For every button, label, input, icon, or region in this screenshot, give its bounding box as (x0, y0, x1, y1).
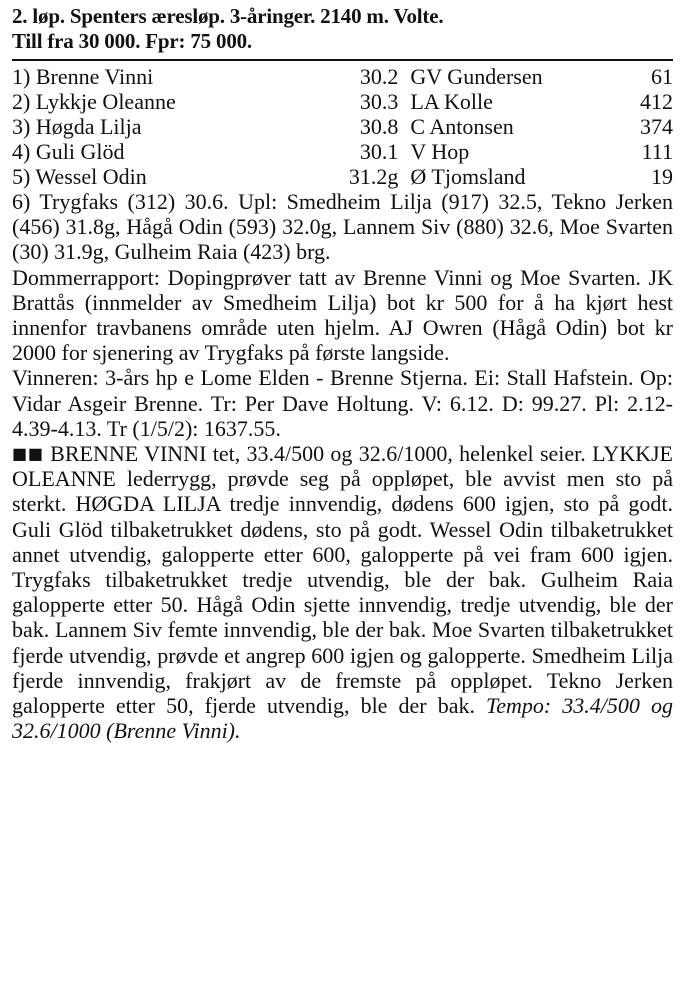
race-title: 2. løp. Spenters æresløp. 3-åringer. 2140 m. Volte. (12, 4, 444, 28)
start-number: 412 (640, 89, 673, 114)
km-time: 31.2g (348, 164, 399, 189)
result-row (12, 89, 673, 114)
race-report-marker: ■■ (12, 444, 44, 464)
horse-name: 1) Brenne Vinni (12, 64, 154, 89)
header-divider (12, 59, 673, 61)
start-number: 61 (651, 64, 673, 89)
judges-report-paragraph: Dommerrapport: Dopingprøver tatt av Brenne Vinni og Moe Svarten. JK Brattås (innmelder av Smedheim Lilja) bot kr 500 for å ha kjørt hest innenfor travbanens område uten hjelm. AJ Owren (Hågå Odin) bot kr 2000 for sjenering av Trygfaks på første langside. (12, 264, 673, 366)
race-report-text: BRENNE VINNI tet, 33.4/500 og 32.6/1000, helenkel seier. LYKKJE OLEANNE lederrygg, prøvde seg på oppløpet, ble avvist men sto på sterkt. HØGDA LILJA tredje innvendig, dødens 600 igjen, sto på godt. Guli Glöd tilbaketrukket dødens, sto på godt. Wessel Odin tilbaketrukket annet utvendig, galopperte etter 600, galopperte på vei fram 600 igjen. Trygfaks tilbaketrukket tredje utvendig, ble der bak. Gulheim Raia galopperte etter 50. Hågå Odin sjette innvendig, tredje utvendig, ble der bak. Lannem Siv femte innvendig, ble der bak. Moe Svarten tilbaketrukket fjerde utvendig, prøvde et angrep 600 igjen og galopperte. Smedheim Lilja fjerde innvendig, frakjørt av de fremste på oppløpet. Tekno Jerken galopperte etter 50, fjerde utvendig, ble der bak. (12, 441, 673, 719)
driver-name: C Antonsen (410, 114, 514, 139)
race-report-paragraph (12, 441, 673, 743)
km-time: 30.1 (359, 139, 399, 164)
horse-name: 2) Lykkje Oleanne (12, 89, 176, 114)
results-table (12, 64, 673, 189)
driver-name: LA Kolle (410, 89, 493, 114)
start-number: 111 (641, 139, 673, 164)
driver-name: GV Gundersen (410, 64, 543, 89)
race-header (12, 4, 673, 54)
tempo-text: Tempo: 33.4/500 og 32.6/1000 (Brenne Vinni). (12, 693, 673, 744)
driver-name: Ø Tjomsland (410, 164, 526, 189)
horse-name: 3) Høgda Lilja (12, 114, 142, 139)
result-row (12, 64, 673, 89)
horse-name: 4) Guli Glöd (12, 139, 125, 164)
km-time: 30.3 (359, 89, 399, 114)
winner-info-paragraph: Vinneren: 3-års hp e Lome Elden - Brenne Stjerna. Ei: Stall Hafstein. Op: Vidar Asgeir Brenne. Tr: Per Dave Holtung. V: 6.12. D: 99.27. Pl: 2.12-4.39-4.13. Tr (1/5/2): 1637.55. (12, 365, 673, 441)
result-row (12, 164, 673, 189)
result-row (12, 139, 673, 164)
driver-name: V Hop (410, 139, 470, 164)
start-number: 374 (640, 114, 673, 139)
horse-name: 5) Wessel Odin (12, 164, 147, 189)
km-time: 30.8 (359, 114, 399, 139)
result-row (12, 114, 673, 139)
km-time: 30.2 (359, 64, 399, 89)
also-ran-paragraph: 6) Trygfaks (312) 30.6. Upl: Smedheim Lilja (917) 32.5, Tekno Jerken (456) 31.8g, Hågå Odin (593) 32.0g, Lannem Siv (880) 32.6, Moe Svarten (30) 31.9g, Gulheim Raia (423) brg. (12, 189, 673, 265)
start-number: 19 (651, 164, 673, 189)
race-subtitle: Till fra 30 000. Fpr: 75 000. (12, 29, 252, 53)
